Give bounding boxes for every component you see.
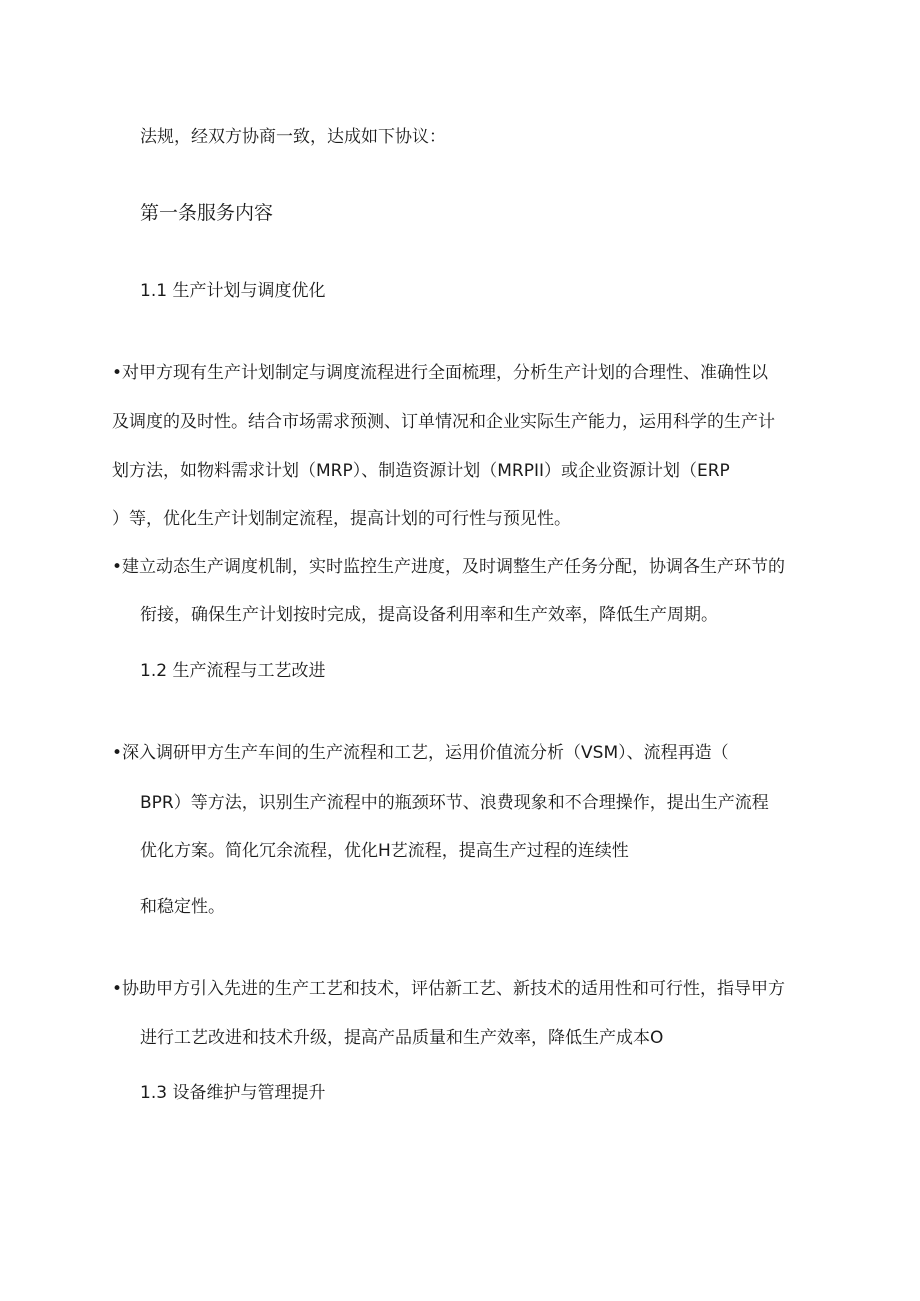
section-1-1-bullet-1-line-1: •对甲方现有生产计划制定与调度流程进行全面梳理，分析生产计划的合理性、准确性以 — [112, 363, 769, 383]
section-1-2-bullet-1-line-4: 和稳定性。 — [140, 897, 225, 917]
section-1-2-bullet-2-line-2: 进行工艺改进和技术升级，提高产品质量和生产效率，降低生产成本O — [140, 1028, 664, 1048]
section-1-2-bullet-1-line-2: BPR）等方法，识别生产流程中的瓶颈环节、浪费现象和不合理操作，提出生产流程 — [140, 793, 769, 813]
section-1-1-bullet-1-line-3: 划方法，如物料需求计划（MRP）、制造资源计划（MRPII）或企业资源计划（ERP — [112, 461, 730, 481]
intro-text: 法规，经双方协商一致，达成如下协议： — [140, 127, 446, 147]
section-1-1-title: 1.1 生产计划与调度优化 — [140, 281, 326, 301]
section-1-3-title: 1.3 设备维护与管理提升 — [140, 1083, 326, 1103]
section-1-1-bullet-1-line-2: 及调度的及时性。结合市场需求预测、订单情况和企业实际生产能力，运用科学的生产计 — [112, 412, 775, 432]
section-1-1-bullet-2-line-1: •建立动态生产调度机制，实时监控生产进度，及时调整生产任务分配，协调各生产环节的 — [112, 557, 786, 577]
article-1-title: 第一条服务内容 — [140, 202, 274, 224]
section-1-2-bullet-1-line-3: 优化方案。简化冗余流程，优化H艺流程，提高生产过程的连续性 — [140, 841, 629, 861]
section-1-2-bullet-1-line-1: •深入调研甲方生产车间的生产流程和工艺，运用价值流分析（VSM）、流程再造（ — [112, 743, 729, 763]
section-1-1-bullet-2-line-2: 衔接，确保生产计划按时完成，提高设备利用率和生产效率，降低生产周期。 — [140, 605, 718, 625]
section-1-1-bullet-1-line-4: ）等，优化生产计划制定流程，提高计划的可行性与预见性。 — [112, 509, 571, 529]
section-1-2-title: 1.2 生产流程与工艺改进 — [140, 661, 326, 681]
section-1-2-bullet-2-line-1: •协助甲方引入先进的生产工艺和技术，评估新工艺、新技术的适用性和可行性，指导甲方 — [112, 979, 786, 999]
